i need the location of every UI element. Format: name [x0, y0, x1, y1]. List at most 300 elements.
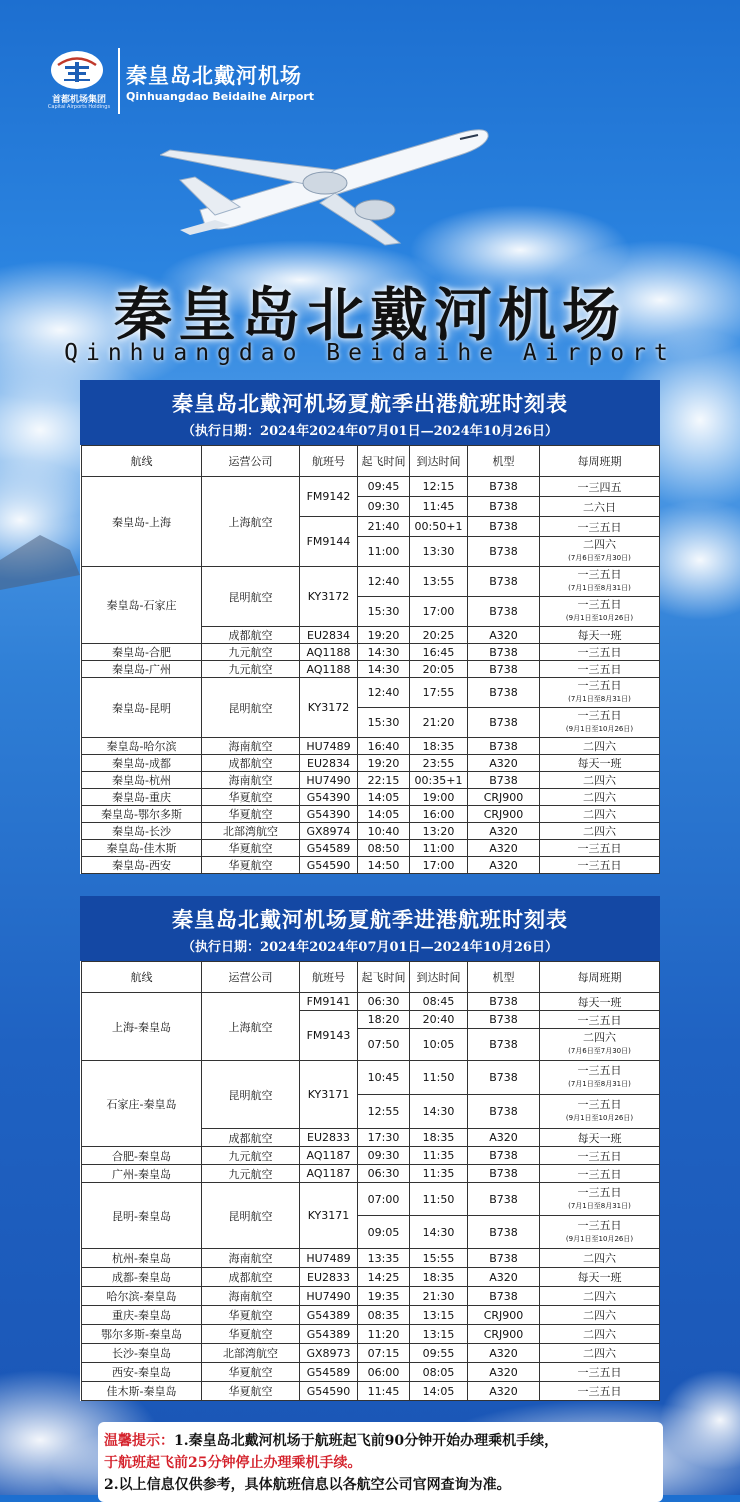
route-cell: 秦皇岛-昆明 — [82, 678, 202, 738]
table-row — [82, 806, 660, 823]
days-note: (7月6日至7月30日) — [568, 1047, 631, 1055]
flight-cell: G54589 — [300, 840, 358, 857]
arrivals-title: 秦皇岛北戴河机场夏航季进港航班时刻表 — [172, 907, 568, 932]
days-cell: 二四六 — [540, 823, 660, 840]
arr-cell: 13:15 — [410, 1325, 468, 1344]
days-cell: 二四六 — [540, 1306, 660, 1325]
tips-box — [98, 1422, 663, 1502]
table-row — [82, 661, 660, 678]
arr-cell: 11:50 — [410, 1061, 468, 1095]
days-cell: 二四六 — [540, 1325, 660, 1344]
table-row — [82, 823, 660, 840]
hero-title: 秦皇岛北戴河机场 — [113, 281, 626, 349]
days-note: (9月1日至10月26日) — [565, 1114, 634, 1122]
arr-cell: 09:55 — [410, 1344, 468, 1363]
column-header: 到达时间 — [410, 446, 468, 477]
dep-cell: 22:15 — [358, 772, 410, 789]
dep-cell: 12:55 — [358, 1095, 410, 1129]
airline-cell: 成都航空 — [202, 1268, 300, 1287]
route-cell: 合肥-秦皇岛 — [82, 1147, 202, 1165]
days-cell: 一三五日 — [540, 857, 660, 874]
airline-cell: 上海航空 — [202, 477, 300, 567]
table-row — [82, 1147, 660, 1165]
type-cell: B738 — [468, 1147, 540, 1165]
airline-cell: 华夏航空 — [202, 1382, 300, 1401]
route-cell: 秦皇岛-上海 — [82, 477, 202, 567]
table-row — [82, 1306, 660, 1325]
arrivals-date: （执行日期：2024年2024年07月01日—2024年10月26日） — [182, 940, 558, 955]
arr-cell: 17:00 — [410, 857, 468, 874]
logo-divider — [118, 48, 120, 114]
flight-cell: KY3172 — [300, 567, 358, 627]
arr-cell: 20:25 — [410, 627, 468, 644]
type-cell: CRJ900 — [468, 1325, 540, 1344]
type-cell: A320 — [468, 1268, 540, 1287]
arr-cell: 16:00 — [410, 806, 468, 823]
type-cell: B738 — [468, 1011, 540, 1029]
flight-cell: G54389 — [300, 1306, 358, 1325]
column-header: 航班号 — [300, 446, 358, 477]
airline-cell: 华夏航空 — [202, 840, 300, 857]
dep-cell: 18:20 — [358, 1011, 410, 1029]
days-cell: 一三五日 — [540, 644, 660, 661]
arr-cell: 10:05 — [410, 1029, 468, 1061]
table-header-row — [82, 446, 660, 477]
table-header-row — [82, 962, 660, 993]
dep-cell: 11:45 — [358, 1382, 410, 1401]
type-cell: A320 — [468, 1382, 540, 1401]
flight-cell: HU7490 — [300, 1287, 358, 1306]
arr-cell: 18:35 — [410, 1268, 468, 1287]
route-cell: 秦皇岛-西安 — [82, 857, 202, 874]
arr-cell: 14:05 — [410, 1382, 468, 1401]
dep-cell: 11:00 — [358, 537, 410, 567]
table-row — [82, 1363, 660, 1382]
route-cell: 成都-秦皇岛 — [82, 1268, 202, 1287]
arr-cell: 14:30 — [410, 1216, 468, 1249]
dep-cell: 10:45 — [358, 1061, 410, 1095]
table-row — [82, 678, 660, 708]
route-cell: 秦皇岛-杭州 — [82, 772, 202, 789]
arr-cell: 16:45 — [410, 644, 468, 661]
arr-cell: 12:15 — [410, 477, 468, 497]
tip-label: 温馨提示： — [104, 1433, 174, 1449]
table-row — [82, 1287, 660, 1306]
type-cell: CRJ900 — [468, 789, 540, 806]
arr-cell: 18:35 — [410, 738, 468, 755]
type-cell: B738 — [468, 1249, 540, 1268]
route-cell: 昆明-秦皇岛 — [82, 1183, 202, 1249]
route-cell: 石家庄-秦皇岛 — [82, 1061, 202, 1147]
route-cell: 秦皇岛-成都 — [82, 755, 202, 772]
column-header: 起飞时间 — [358, 446, 410, 477]
days-cell: 二四六 — [540, 1287, 660, 1306]
table-row — [82, 755, 660, 772]
departures-title: 秦皇岛北戴河机场夏航季出港航班时刻表 — [172, 391, 568, 416]
days-cell: 一三五日 — [540, 517, 660, 537]
airline-cell: 九元航空 — [202, 1147, 300, 1165]
type-cell: A320 — [468, 823, 540, 840]
days-cell: 一三四五 — [540, 477, 660, 497]
airline-cell: 海南航空 — [202, 738, 300, 755]
dep-cell: 08:35 — [358, 1306, 410, 1325]
table-row — [82, 1165, 660, 1183]
airline-cell: 昆明航空 — [202, 678, 300, 738]
arr-cell: 11:35 — [410, 1165, 468, 1183]
type-cell: B738 — [468, 738, 540, 755]
flight-cell: AQ1188 — [300, 644, 358, 661]
arr-cell: 17:55 — [410, 678, 468, 708]
arr-cell: 11:00 — [410, 840, 468, 857]
type-cell: B738 — [468, 708, 540, 738]
days-text: 一三五日 — [577, 1185, 622, 1199]
arr-cell: 11:35 — [410, 1147, 468, 1165]
days-cell — [540, 678, 660, 708]
flight-cell: AQ1187 — [300, 1165, 358, 1183]
column-header: 航线 — [82, 446, 202, 477]
flight-cell: G54390 — [300, 789, 358, 806]
days-cell: 二四六 — [540, 806, 660, 823]
dep-cell: 19:20 — [358, 627, 410, 644]
type-cell: B738 — [468, 497, 540, 517]
departures-table — [81, 445, 660, 874]
dep-cell: 17:30 — [358, 1129, 410, 1147]
days-cell: 二四六 — [540, 1249, 660, 1268]
days-cell — [540, 1216, 660, 1249]
column-header: 航班号 — [300, 962, 358, 993]
flight-cell: FM9142 — [300, 477, 358, 517]
arr-cell: 08:45 — [410, 993, 468, 1011]
days-cell: 一三五日 — [540, 1382, 660, 1401]
airline-cell: 华夏航空 — [202, 857, 300, 874]
table-row — [82, 1183, 660, 1216]
arr-cell: 20:40 — [410, 1011, 468, 1029]
dep-cell: 09:30 — [358, 1147, 410, 1165]
dep-cell: 06:30 — [358, 1165, 410, 1183]
type-cell: B738 — [468, 1287, 540, 1306]
flight-cell: EU2834 — [300, 627, 358, 644]
airline-cell: 华夏航空 — [202, 1325, 300, 1344]
arr-cell: 21:20 — [410, 708, 468, 738]
dep-cell: 14:30 — [358, 644, 410, 661]
route-cell: 上海-秦皇岛 — [82, 993, 202, 1061]
column-header: 到达时间 — [410, 962, 468, 993]
airline-cell: 上海航空 — [202, 993, 300, 1061]
days-cell — [540, 708, 660, 738]
days-cell: 二四六 — [540, 772, 660, 789]
table-row — [82, 857, 660, 874]
tip-line-1 — [104, 1430, 558, 1450]
table-row — [82, 1268, 660, 1287]
days-text: 一三五日 — [577, 679, 622, 692]
type-cell: A320 — [468, 627, 540, 644]
route-cell: 哈尔滨-秦皇岛 — [82, 1287, 202, 1306]
table-row — [82, 993, 660, 1011]
type-cell: B738 — [468, 1165, 540, 1183]
type-cell: A320 — [468, 857, 540, 874]
airline-cell: 华夏航空 — [202, 1363, 300, 1382]
days-cell: 每天一班 — [540, 627, 660, 644]
logo-airport-name-en: Qinhuangdao Beidaihe Airport — [126, 90, 315, 103]
route-cell: 鄂尔多斯-秦皇岛 — [82, 1325, 202, 1344]
days-text: 一三五日 — [577, 709, 622, 722]
days-cell — [540, 1183, 660, 1216]
days-cell: 每天一班 — [540, 993, 660, 1011]
tip-line-3: 2.以上信息仅供参考，具体航班信息以各航空公司官网查询为准。 — [104, 1477, 511, 1493]
flight-cell: EU2833 — [300, 1129, 358, 1147]
flight-cell: EU2833 — [300, 1268, 358, 1287]
column-header: 起飞时间 — [358, 962, 410, 993]
type-cell: B738 — [468, 1061, 540, 1095]
logo-airport-name: 秦皇岛北戴河机场 — [126, 64, 302, 88]
type-cell: B738 — [468, 1216, 540, 1249]
dep-cell: 12:40 — [358, 567, 410, 597]
table-row — [82, 477, 660, 497]
dep-cell: 09:05 — [358, 1216, 410, 1249]
dep-cell: 14:50 — [358, 857, 410, 874]
table-row — [82, 738, 660, 755]
days-cell — [540, 1095, 660, 1129]
flight-cell: FM9143 — [300, 1011, 358, 1061]
group-name-en: Capital Airports Holdings — [47, 104, 111, 110]
flight-cell: HU7489 — [300, 1249, 358, 1268]
days-text: 二四六 — [583, 1031, 616, 1044]
table-row — [82, 567, 660, 597]
table-row — [82, 772, 660, 789]
days-note: (7月1日至8月31日) — [568, 1201, 631, 1210]
dep-cell: 15:30 — [358, 597, 410, 627]
type-cell: B738 — [468, 517, 540, 537]
table-row — [82, 1325, 660, 1344]
days-cell: 一三五日 — [540, 661, 660, 678]
flight-cell: KY3171 — [300, 1061, 358, 1129]
group-name: 首都机场集团 — [51, 95, 106, 105]
departures-date: （执行日期：2024年2024年07月01日—2024年10月26日） — [182, 424, 558, 439]
flight-cell: G54389 — [300, 1325, 358, 1344]
arr-cell: 13:30 — [410, 537, 468, 567]
airline-cell: 海南航空 — [202, 1249, 300, 1268]
days-text: 一三五日 — [577, 568, 622, 581]
flight-cell: GX8973 — [300, 1344, 358, 1363]
column-header: 每周班期 — [540, 962, 660, 993]
dep-cell: 09:45 — [358, 477, 410, 497]
days-cell: 二四六 — [540, 789, 660, 806]
route-cell: 秦皇岛-合肥 — [82, 644, 202, 661]
days-note: (7月1日至8月31日) — [568, 1080, 631, 1088]
days-note: (9月1日至10月26日) — [565, 725, 634, 733]
column-header: 机型 — [468, 446, 540, 477]
flight-cell: G54590 — [300, 1382, 358, 1401]
type-cell: B738 — [468, 1183, 540, 1216]
table-row — [82, 644, 660, 661]
route-cell: 秦皇岛-哈尔滨 — [82, 738, 202, 755]
days-cell — [540, 537, 660, 567]
flight-cell: GX8974 — [300, 823, 358, 840]
arr-cell: 21:30 — [410, 1287, 468, 1306]
days-cell: 一三五日 — [540, 1363, 660, 1382]
dep-cell: 15:30 — [358, 708, 410, 738]
flight-cell: EU2834 — [300, 755, 358, 772]
dep-cell: 09:30 — [358, 497, 410, 517]
arr-cell: 13:15 — [410, 1306, 468, 1325]
route-cell: 西安-秦皇岛 — [82, 1363, 202, 1382]
arr-cell: 15:55 — [410, 1249, 468, 1268]
table-row — [82, 840, 660, 857]
flight-cell: HU7489 — [300, 738, 358, 755]
dep-cell: 11:20 — [358, 1325, 410, 1344]
route-cell: 佳木斯-秦皇岛 — [82, 1382, 202, 1401]
type-cell: B738 — [468, 644, 540, 661]
route-cell: 秦皇岛-广州 — [82, 661, 202, 678]
days-cell: 每天一班 — [540, 1268, 660, 1287]
dep-cell: 07:00 — [358, 1183, 410, 1216]
days-note: (9月1日至10月26日) — [565, 614, 634, 622]
type-cell: B738 — [468, 661, 540, 678]
airport-logo — [40, 48, 325, 118]
column-header: 运营公司 — [202, 962, 300, 993]
arrivals-header — [80, 896, 660, 961]
airline-cell: 华夏航空 — [202, 1306, 300, 1325]
flight-cell: HU7490 — [300, 772, 358, 789]
days-text: 一三五日 — [577, 1064, 622, 1077]
type-cell: B738 — [468, 477, 540, 497]
days-note: (7月1日至8月31日) — [568, 695, 631, 703]
arr-cell: 00:35+1 — [410, 772, 468, 789]
type-cell: B738 — [468, 678, 540, 708]
table-row — [82, 1344, 660, 1363]
flight-cell: G54590 — [300, 857, 358, 874]
days-note: (9月1日至10月26日) — [565, 1234, 634, 1243]
dep-cell: 12:40 — [358, 678, 410, 708]
dep-cell: 08:50 — [358, 840, 410, 857]
type-cell: A320 — [468, 1344, 540, 1363]
type-cell: B738 — [468, 537, 540, 567]
arr-cell: 20:05 — [410, 661, 468, 678]
dep-cell: 14:05 — [358, 806, 410, 823]
arr-cell: 18:35 — [410, 1129, 468, 1147]
arr-cell: 08:05 — [410, 1363, 468, 1382]
arr-cell: 00:50+1 — [410, 517, 468, 537]
flight-cell: AQ1188 — [300, 661, 358, 678]
flight-cell: KY3172 — [300, 678, 358, 738]
hero-subtitle: Qinhuangdao Beidaihe Airport — [64, 340, 676, 366]
route-cell: 杭州-秦皇岛 — [82, 1249, 202, 1268]
type-cell: A320 — [468, 755, 540, 772]
flight-cell: G54390 — [300, 806, 358, 823]
flight-cell: KY3171 — [300, 1183, 358, 1249]
capital-airports-emblem-icon — [50, 50, 104, 90]
route-cell: 长沙-秦皇岛 — [82, 1344, 202, 1363]
dep-cell: 21:40 — [358, 517, 410, 537]
flight-cell: FM9141 — [300, 993, 358, 1011]
days-note: (7月1日至8月31日) — [568, 584, 631, 592]
arr-cell: 11:45 — [410, 497, 468, 517]
dep-cell: 07:15 — [358, 1344, 410, 1363]
type-cell: CRJ900 — [468, 806, 540, 823]
days-cell: 每天一班 — [540, 1129, 660, 1147]
airline-cell: 九元航空 — [202, 1165, 300, 1183]
airline-cell: 成都航空 — [202, 1129, 300, 1147]
type-cell: B738 — [468, 772, 540, 789]
type-cell: B738 — [468, 597, 540, 627]
column-header: 机型 — [468, 962, 540, 993]
days-text: 一三五日 — [577, 1218, 622, 1232]
dep-cell: 07:50 — [358, 1029, 410, 1061]
airline-cell: 成都航空 — [202, 755, 300, 772]
departures-header — [80, 380, 660, 445]
type-cell: B738 — [468, 1095, 540, 1129]
days-cell: 一三五日 — [540, 1147, 660, 1165]
days-cell: 每天一班 — [540, 755, 660, 772]
airline-cell: 北部湾航空 — [202, 823, 300, 840]
flight-cell: FM9144 — [300, 517, 358, 567]
airline-cell: 成都航空 — [202, 627, 300, 644]
dep-cell: 14:25 — [358, 1268, 410, 1287]
dep-cell: 19:20 — [358, 755, 410, 772]
days-note: (7月6日至7月30日) — [568, 554, 631, 562]
type-cell: B738 — [468, 1029, 540, 1061]
dep-cell: 10:40 — [358, 823, 410, 840]
dep-cell: 14:30 — [358, 661, 410, 678]
flight-cell: AQ1187 — [300, 1147, 358, 1165]
route-cell: 秦皇岛-佳木斯 — [82, 840, 202, 857]
airline-cell: 北部湾航空 — [202, 1344, 300, 1363]
tip-line-2: 于航班起飞前25分钟停止办理乘机手续。 — [104, 1455, 362, 1471]
days-text: 二四六 — [583, 538, 616, 551]
airline-cell: 九元航空 — [202, 661, 300, 678]
days-cell: 二四六 — [540, 738, 660, 755]
dep-cell: 06:00 — [358, 1363, 410, 1382]
airplane-icon — [160, 115, 495, 250]
days-text: 一三五日 — [577, 598, 622, 611]
days-cell — [540, 567, 660, 597]
table-row — [82, 1249, 660, 1268]
table-row — [82, 1061, 660, 1095]
arr-cell: 19:00 — [410, 789, 468, 806]
type-cell: A320 — [468, 1129, 540, 1147]
arr-cell: 23:55 — [410, 755, 468, 772]
arr-cell: 13:20 — [410, 823, 468, 840]
days-cell: 一三五日 — [540, 1011, 660, 1029]
type-cell: A320 — [468, 840, 540, 857]
days-cell: 二六日 — [540, 497, 660, 517]
days-cell — [540, 597, 660, 627]
table-row — [82, 789, 660, 806]
column-header: 每周班期 — [540, 446, 660, 477]
airline-cell: 九元航空 — [202, 644, 300, 661]
airline-cell: 昆明航空 — [202, 1061, 300, 1129]
type-cell: B738 — [468, 993, 540, 1011]
arrivals-table — [81, 961, 660, 1401]
route-cell: 秦皇岛-长沙 — [82, 823, 202, 840]
type-cell: CRJ900 — [468, 1306, 540, 1325]
airline-cell: 华夏航空 — [202, 789, 300, 806]
route-cell: 重庆-秦皇岛 — [82, 1306, 202, 1325]
airline-cell: 海南航空 — [202, 772, 300, 789]
airline-cell: 华夏航空 — [202, 806, 300, 823]
arr-cell: 14:30 — [410, 1095, 468, 1129]
route-cell: 广州-秦皇岛 — [82, 1165, 202, 1183]
flight-cell: G54589 — [300, 1363, 358, 1382]
days-cell: 一三五日 — [540, 1165, 660, 1183]
airline-cell: 昆明航空 — [202, 1183, 300, 1249]
dep-cell: 19:35 — [358, 1287, 410, 1306]
dep-cell: 13:35 — [358, 1249, 410, 1268]
airline-cell: 昆明航空 — [202, 567, 300, 627]
days-text: 一三五日 — [577, 1098, 622, 1111]
airline-cell: 海南航空 — [202, 1287, 300, 1306]
days-cell: 二四六 — [540, 1344, 660, 1363]
